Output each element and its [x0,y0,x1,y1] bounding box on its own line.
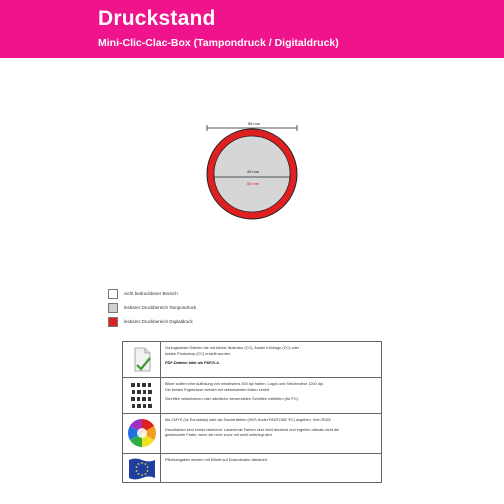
info-line: Die besten Ergebnisse werden mit vektorisierten Daten erzielt. [165,387,270,392]
page-subtitle: Mini-Clic-Clac-Box (Tampondruck / Digitaldruck) [98,37,339,49]
legend-item-non-printable [108,289,308,301]
info-icon-cell [123,414,161,453]
outer-dimension-label: 55 mm [247,121,261,126]
info-line: Als CMYK (4c Euroskala) oder als Sonderfarben (HKS-Koder PANTONE ®C) angeben. Kein RGB! [165,418,331,422]
info-line: Adobe Photoshop (CC) erstellt wurden. [165,351,232,356]
info-text [165,346,377,367]
legend-label: nicht bedruckbarer Bereich [124,291,178,296]
font-resolution-icon [123,378,161,413]
info-line: Bilder sollten eine Auflösung von mindestens 300 dpi haben. Logos und Strichmotive 1200 dpi. [165,382,324,386]
legend-item-tampon [108,303,308,315]
info-line: Pflichtangaben werden mit Etikett auf Dosenboden deklariert. [165,458,268,462]
tampon-dimension-label: 45 mm [246,169,260,174]
legend-swatch-white [108,289,118,299]
pdf-document-icon [123,342,161,377]
info-icon-cell [123,454,161,482]
digital-dimension-label: 55 mm [246,181,260,186]
print-info-table [122,341,382,483]
page-title: Druckstand [98,7,216,30]
legend-label: lesbarer Druckbereich Tampondruck [124,305,197,310]
info-row-colors [123,414,381,454]
legend-item-digital [108,317,308,329]
info-icon-cell [123,378,161,413]
info-line-emphasis: PDF-Dateien bitte als PDF/X-4. [165,361,220,366]
info-line: Druckfarben sind immer lasierend. Lasierende Farben sind nicht deckend und ergeben oftmals nicht die [165,427,340,432]
legend-swatch-grey [108,303,118,313]
legend-label: lesbarer Druckbereich Digitaldruck [124,319,193,324]
info-row-labeling [123,454,381,482]
info-text [165,418,377,439]
info-line: Schriften vektorisieren oder sämtliche verwendeten Schriften mitliefern (für PC). [165,397,299,402]
info-line: Vorzugsweise Dateien die mit Adobe Illustrator (CC), Adobe InDesign (CC) oder [165,346,300,350]
color-wheel-icon [123,414,161,453]
info-icon-cell [123,342,161,377]
info-row-file-format [123,342,381,378]
info-line: gewünschte Farbe, wenn sie nicht zuvor mit weiß unterlegt wird. [165,433,273,438]
info-text [165,382,377,403]
info-text [165,458,377,464]
eu-flag-icon [123,454,161,482]
tampon-print-area [214,136,290,212]
legend-swatch-red [108,317,118,327]
info-row-resolution [123,378,381,414]
